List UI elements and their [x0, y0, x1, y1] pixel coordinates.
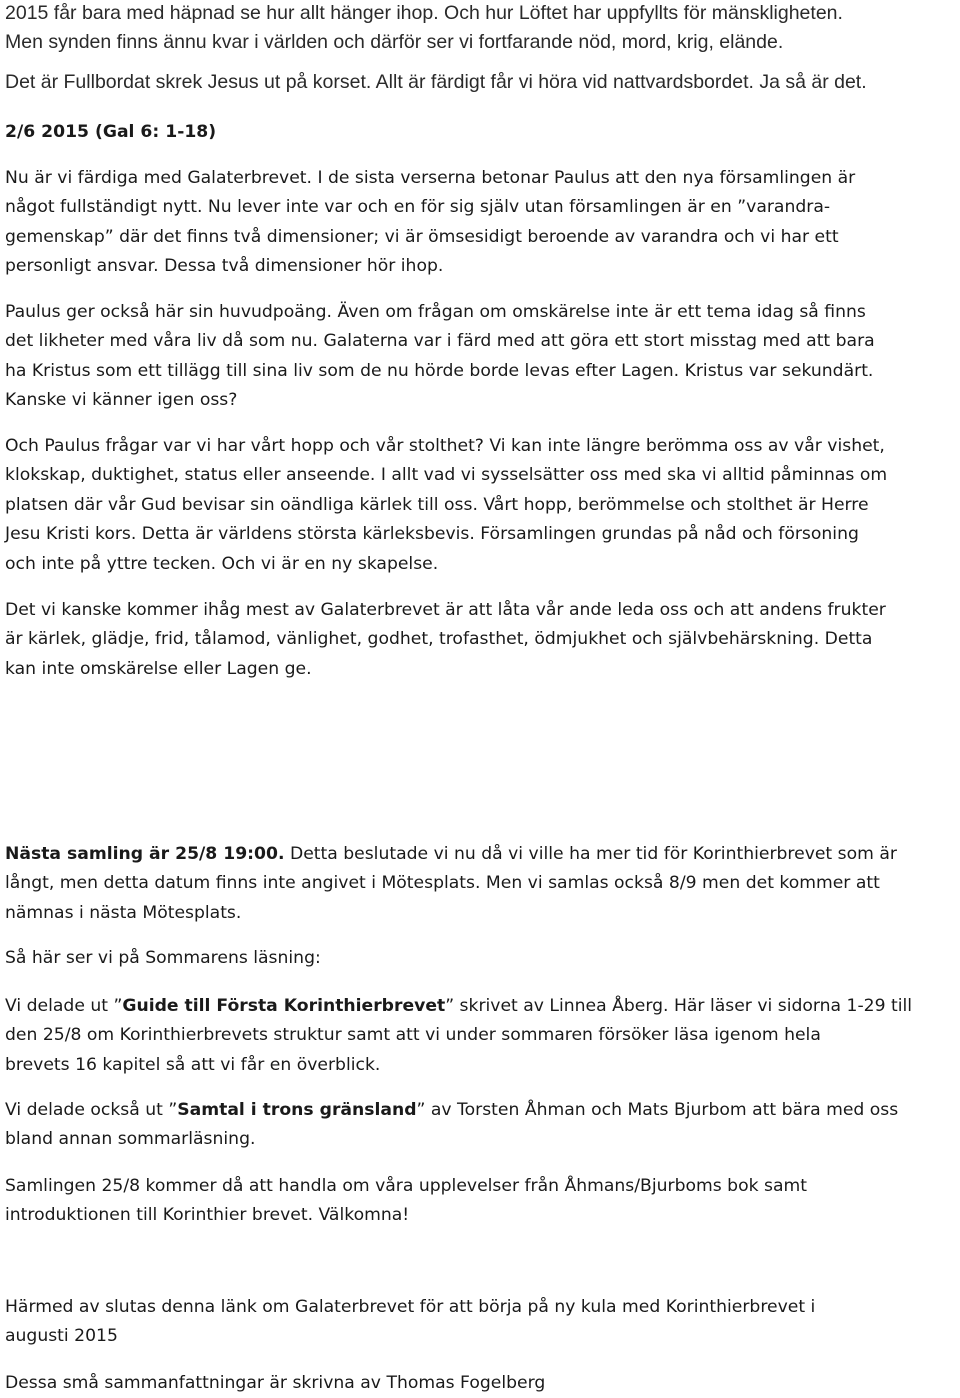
- paragraph-galaterbrevet-end: [5, 164, 957, 282]
- text-line: [5, 1096, 957, 1125]
- text-line: Det vi kanske kommer ihåg mest av Galaterbrevet är att låta vår ande leda oss och att andens frukter: [5, 600, 886, 620]
- text-line: 2015 får bara med häpnad se hur allt hänger ihop. Och hur Löftet har uppfyllts för mänskligheten.: [5, 2, 843, 24]
- samtal-pre: Vi delade också ut ”: [5, 1100, 178, 1120]
- fullbordat-paragraph: [5, 68, 957, 97]
- text-line: ha Kristus som ett tillägg till sina liv som de nu hörde borde levas efter Lagen. Kristus var sekundärt.: [5, 360, 874, 381]
- text-line: [5, 840, 957, 869]
- text-line: Jesu Kristi kors. Detta är världens största kärleksbevis. Församlingen grundas på nåd och försoning: [5, 524, 859, 545]
- guide-title: Guide till Första Korinthierbrevet: [122, 996, 446, 1016]
- text-line: och inte på yttre tecken. Och vi är en ny skapelse.: [5, 553, 439, 574]
- next-meeting-bold: Nästa samling är 25/8 19:00.: [5, 844, 285, 864]
- paragraph-samlingen: [5, 1172, 957, 1231]
- summer-reading-intro: [5, 944, 957, 973]
- text-line: kan inte omskärelse eller Lagen ge.: [5, 658, 312, 679]
- guide-post: ” skrivet av Linnea Åberg. Här läser vi sidorna 1-29 till: [445, 996, 913, 1016]
- text-line: det likheter med våra liv då som nu. Galaterna var i färd med att göra ett stort misstag med att bara: [5, 331, 875, 352]
- text-line: Det är Fullbordat skrek Jesus ut på korset. Allt är färdigt får vi höra vid nattvardsbordet. Ja så är det.: [5, 71, 867, 93]
- text-line: Så här ser vi på Sommarens läsning:: [5, 948, 321, 968]
- text-line: [5, 992, 957, 1021]
- paragraph-samtal: [5, 1096, 957, 1155]
- text-line: Kanske vi känner igen oss?: [5, 390, 238, 411]
- text-line: Samlingen 25/8 kommer då att handla om våra upplevelser från Åhmans/Bjurboms bok samt: [5, 1176, 807, 1196]
- text-line: den 25/8 om Korinthierbrevets struktur samt att vi under sommaren försöker läsa igenom hela: [5, 1025, 821, 1046]
- intro-paragraph: [5, 0, 957, 58]
- text-line: introduktionen till Korinthier brevet. Välkomna!: [5, 1205, 410, 1226]
- author-line: [5, 1369, 957, 1398]
- text-line: Härmed av slutas denna länk om Galaterbrevet för att börja på ny kula med Korinthierbrevet i: [5, 1297, 816, 1317]
- paragraph-hopp: [5, 432, 957, 579]
- text-line: bland annan sommarläsning.: [5, 1129, 256, 1150]
- text-line: något fullständigt nytt. Nu lever inte var och en för sig själv utan församlingen är en ”varandra-: [5, 197, 831, 218]
- text-line: platsen där vår Gud bevisar sin oändliga kärlek till oss. Vårt hopp, berömmelse och stolthet är Herre: [5, 494, 869, 515]
- text-line: långt, men detta datum finns inte angivet i Mötesplats. Men vi samlas också 8/9 men det kommer att: [5, 873, 880, 894]
- text-line: Paulus ger också här sin huvudpoäng. Även om frågan om omskärelse inte är ett tema idag så finns: [5, 302, 866, 322]
- samtal-post: ” av Torsten Åhman och Mats Bjurbom att bära med oss: [416, 1100, 899, 1120]
- paragraph-closing: [5, 1293, 957, 1352]
- text-line: är kärlek, glädje, frid, tålamod, vänlighet, godhet, trofasthet, ödmjukhet och självbehärskning. Detta: [5, 629, 873, 650]
- paragraph-huvudpoang: [5, 298, 957, 416]
- paragraph-andens-frukter: [5, 596, 957, 684]
- date-heading: [5, 118, 957, 147]
- guide-pre: Vi delade ut ”: [5, 996, 123, 1016]
- text-line: klokskap, duktighet, status eller anseende. I allt vad vi sysselsätter oss med ska vi alltid påminnas om: [5, 465, 888, 486]
- paragraph-guide: [5, 992, 957, 1080]
- paragraph-next-meeting: [5, 840, 957, 928]
- text-line: brevets 16 kapitel så att vi får en överblick.: [5, 1054, 381, 1075]
- samtal-title: Samtal i trons gränsland: [177, 1100, 417, 1120]
- next-meeting-text: Detta beslutade vi nu då vi ville ha mer tid för Korinthierbrevet som är: [284, 844, 897, 864]
- text-line: Nu är vi färdiga med Galaterbrevet. I de sista verserna betonar Paulus att den nya församlingen är: [5, 168, 856, 188]
- text-line: gemenskap” där det finns två dimensioner; vi är ömsesidigt beroende av varandra och vi har ett: [5, 226, 839, 247]
- heading-text: 2/6 2015 (Gal 6: 1-18): [5, 122, 217, 142]
- text-line: Men synden finns ännu kvar i världen och därför ser vi fortfarande nöd, mord, krig, elände.: [5, 31, 784, 54]
- text-line: Dessa små sammanfattningar är skrivna av Thomas Fogelberg: [5, 1373, 546, 1393]
- text-line: nämnas i nästa Mötesplats.: [5, 902, 242, 923]
- text-line: augusti 2015: [5, 1326, 118, 1347]
- text-line: Och Paulus frågar var vi har vårt hopp och vår stolthet? Vi kan inte längre berömma oss av vår vishet,: [5, 436, 885, 456]
- text-line: personligt ansvar. Dessa två dimensioner hör ihop.: [5, 256, 444, 277]
